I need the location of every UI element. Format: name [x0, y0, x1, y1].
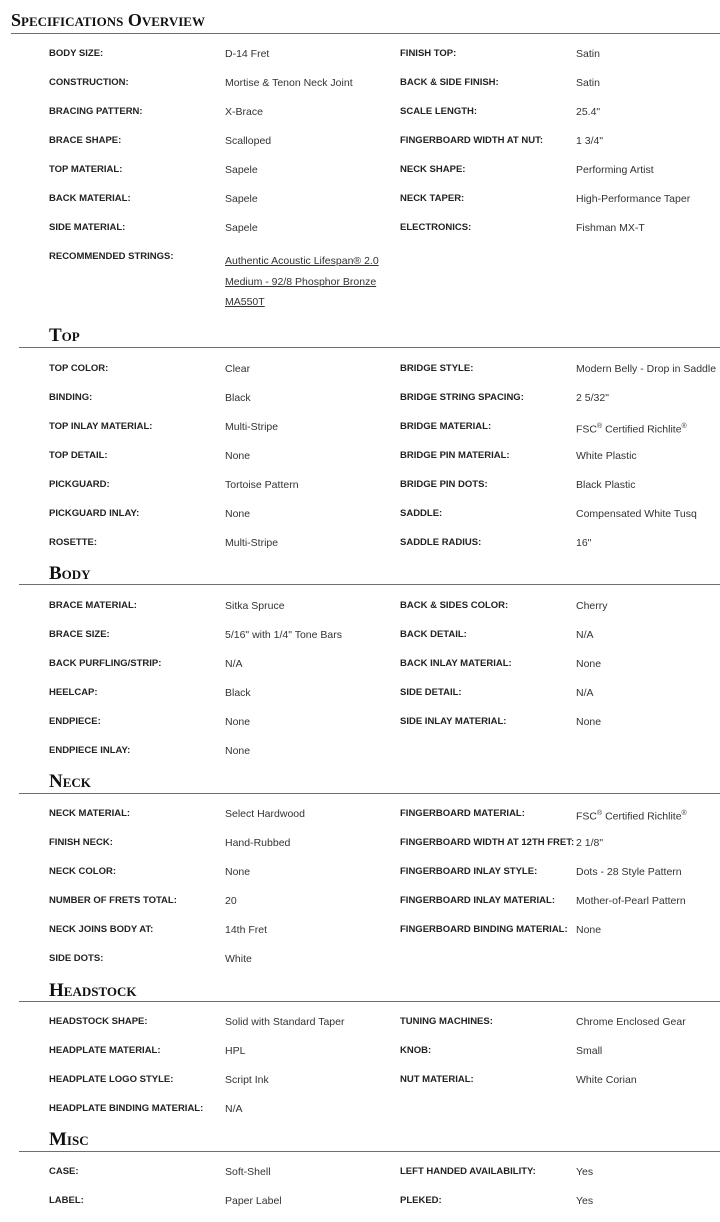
spec-value: None: [225, 450, 251, 462]
spec-value: Mortise & Tenon Neck Joint: [225, 77, 353, 89]
spec-row: [0, 1073, 720, 1093]
section-divider: [19, 1001, 720, 1002]
spec-row: [0, 76, 720, 96]
spec-label: LABEL:: [49, 1195, 84, 1206]
spec-row: [0, 221, 720, 241]
spec-label: LEFT HANDED AVAILABILITY:: [400, 1166, 536, 1177]
section-divider: [19, 1151, 720, 1152]
spec-value: High-Performance Taper: [576, 193, 691, 205]
spec-value: 16": [576, 537, 592, 549]
spec-label: SIDE DETAIL:: [400, 687, 462, 698]
spec-value: None: [225, 866, 251, 878]
spec-row: [0, 686, 720, 706]
spec-label: FINGERBOARD MATERIAL:: [400, 808, 525, 819]
spec-label: FINGERBOARD INLAY STYLE:: [400, 866, 538, 877]
spec-value: None: [225, 745, 251, 757]
link-line[interactable]: Medium - 92/8 Phosphor Bronze: [225, 275, 377, 288]
spec-value: FSC® Certified Richlite®: [576, 810, 687, 823]
spec-value: Solid with Standard Taper: [225, 1016, 345, 1028]
spec-value: Chrome Enclosed Gear: [576, 1016, 686, 1028]
spec-label: SADDLE RADIUS:: [400, 537, 482, 548]
spec-value: 2 5/32": [576, 392, 609, 404]
section-title-neck: Neck: [49, 771, 91, 792]
spec-row: [0, 163, 720, 183]
spec-label: NUMBER OF FRETS TOTAL:: [49, 895, 177, 906]
spec-label: BRIDGE PIN MATERIAL:: [400, 450, 510, 461]
spec-label: NECK MATERIAL:: [49, 808, 131, 819]
spec-value: Scalloped: [225, 135, 272, 147]
section-title-misc: Misc: [49, 1129, 89, 1150]
spec-label: BRACING PATTERN:: [49, 106, 143, 117]
spec-label: HEADPLATE LOGO STYLE:: [49, 1074, 174, 1085]
spec-row: [0, 628, 720, 648]
spec-row: [0, 865, 720, 885]
spec-value: 14th Fret: [225, 924, 268, 936]
spec-row: [0, 449, 720, 469]
spec-row: [0, 1165, 720, 1185]
spec-row: [0, 507, 720, 527]
section-title-overview: Specifications Overview: [11, 10, 205, 30]
spec-value: HPL: [225, 1045, 246, 1057]
spec-label: TOP DETAIL:: [49, 450, 108, 461]
spec-label: BRIDGE STYLE:: [400, 363, 474, 374]
spec-value: X-Brace: [225, 106, 263, 118]
spec-label: FINGERBOARD BINDING MATERIAL:: [400, 924, 568, 935]
link-line[interactable]: Authentic Acoustic Lifespan® 2.0: [225, 255, 379, 267]
spec-value: Small: [576, 1045, 603, 1057]
spec-row: [0, 715, 720, 735]
spec-value: Modern Belly - Drop in Saddle: [576, 363, 717, 375]
spec-label: NUT MATERIAL:: [400, 1074, 474, 1085]
spec-value: Yes: [576, 1166, 594, 1178]
spec-row: [0, 47, 720, 67]
spec-value: Fishman MX-T: [576, 222, 645, 234]
spec-value: 5/16" with 1/4" Tone Bars: [225, 629, 342, 641]
spec-label: SADDLE:: [400, 508, 443, 519]
spec-label: NECK COLOR:: [49, 866, 117, 877]
spec-value: Cherry: [576, 600, 608, 612]
spec-label: ENDPIECE:: [49, 716, 101, 727]
recommended-strings-link[interactable]: [225, 251, 385, 313]
spec-value: N/A: [576, 687, 594, 699]
spec-value: Black: [225, 687, 251, 699]
spec-row: [0, 744, 720, 764]
spec-row: [0, 1044, 720, 1064]
spec-label: FINISH NECK:: [49, 837, 113, 848]
spec-row: [0, 105, 720, 125]
spec-label: FINISH TOP:: [400, 48, 457, 59]
spec-row: [0, 192, 720, 212]
spec-value: None: [225, 508, 251, 520]
spec-value: None: [576, 658, 602, 670]
spec-label: BACK PURFLING/STRIP:: [49, 658, 162, 669]
section-divider: [19, 584, 720, 585]
spec-row: [0, 807, 720, 827]
spec-row: [0, 420, 720, 440]
spec-value: None: [576, 716, 602, 728]
spec-label: BRIDGE MATERIAL:: [400, 421, 492, 432]
spec-value: Dots - 28 Style Pattern: [576, 866, 682, 878]
spec-value: Multi-Stripe: [225, 537, 279, 549]
spec-label: BACK INLAY MATERIAL:: [400, 658, 512, 669]
spec-value: Select Hardwood: [225, 808, 305, 820]
spec-label: NECK TAPER:: [400, 193, 465, 204]
spec-value: Tortoise Pattern: [225, 479, 299, 491]
spec-value: Satin: [576, 77, 600, 89]
spec-label: BINDING:: [49, 392, 93, 403]
spec-value: Soft-Shell: [225, 1166, 271, 1178]
spec-label: BACK MATERIAL:: [49, 193, 131, 204]
spec-value: Script Ink: [225, 1074, 269, 1086]
spec-label: BACK & SIDES COLOR:: [400, 600, 509, 611]
spec-label: HEADPLATE BINDING MATERIAL:: [49, 1103, 204, 1114]
spec-value: Sapele: [225, 164, 258, 176]
spec-row: [0, 1015, 720, 1035]
spec-label: CONSTRUCTION:: [49, 77, 129, 88]
section-title-headstock: Headstock: [49, 980, 137, 1001]
spec-value: N/A: [225, 1103, 243, 1115]
spec-value: 2 1/8": [576, 837, 604, 849]
spec-value: 25.4": [576, 106, 601, 118]
spec-value: Sitka Spruce: [225, 600, 285, 612]
spec-value: N/A: [225, 658, 243, 670]
spec-label: BRACE SIZE:: [49, 629, 110, 640]
spec-label: CASE:: [49, 1166, 79, 1177]
spec-label: TOP INLAY MATERIAL:: [49, 421, 153, 432]
spec-label: BRACE MATERIAL:: [49, 600, 137, 611]
spec-value: 20: [225, 895, 237, 907]
spec-value: White Plastic: [576, 450, 637, 462]
spec-label: SCALE LENGTH:: [400, 106, 478, 117]
spec-value: Sapele: [225, 193, 258, 205]
spec-row: [0, 362, 720, 382]
spec-value: D-14 Fret: [225, 48, 270, 60]
spec-label: BACK & SIDE FINISH:: [400, 77, 499, 88]
spec-label: PICKGUARD:: [49, 479, 110, 490]
spec-label: FINGERBOARD WIDTH AT NUT:: [400, 135, 544, 146]
spec-row: [0, 134, 720, 154]
section-divider: [11, 33, 720, 34]
spec-label: BRIDGE PIN DOTS:: [400, 479, 488, 490]
spec-value: Compensated White Tusq: [576, 508, 697, 520]
spec-row: [0, 1194, 720, 1214]
spec-value: Yes: [576, 1195, 594, 1207]
spec-label: NECK SHAPE:: [400, 164, 466, 175]
section-divider: [19, 793, 720, 794]
spec-value: 1 3/4": [576, 135, 604, 147]
spec-label: FINGERBOARD WIDTH AT 12TH FRET:: [400, 837, 575, 848]
spec-value: Paper Label: [225, 1195, 282, 1207]
spec-label: NECK JOINS BODY AT:: [49, 924, 154, 935]
spec-row: [0, 536, 720, 556]
spec-row: [0, 1102, 720, 1122]
spec-label: ELECTRONICS:: [400, 222, 472, 233]
spec-label: TOP MATERIAL:: [49, 164, 123, 175]
spec-value: N/A: [576, 629, 594, 641]
spec-label: FINGERBOARD INLAY MATERIAL:: [400, 895, 555, 906]
spec-row: [0, 952, 720, 972]
spec-label: ENDPIECE INLAY:: [49, 745, 131, 756]
spec-value: FSC® Certified Richlite®: [576, 423, 687, 436]
spec-label: HEADPLATE MATERIAL:: [49, 1045, 161, 1056]
spec-value: Satin: [576, 48, 600, 60]
spec-label: PICKGUARD INLAY:: [49, 508, 140, 519]
spec-label: HEELCAP:: [49, 687, 98, 698]
spec-label: BODY SIZE:: [49, 48, 104, 59]
spec-label: SIDE DOTS:: [49, 953, 104, 964]
section-title-body: Body: [49, 563, 91, 584]
spec-label: SIDE INLAY MATERIAL:: [400, 716, 507, 727]
spec-label: BRACE SHAPE:: [49, 135, 122, 146]
spec-label: TOP COLOR:: [49, 363, 109, 374]
spec-label: PLEKED:: [400, 1195, 442, 1206]
spec-value: None: [225, 716, 251, 728]
spec-label: HEADSTOCK SHAPE:: [49, 1016, 148, 1027]
section-divider: [19, 347, 720, 348]
spec-label: BACK DETAIL:: [400, 629, 467, 640]
spec-row: [0, 894, 720, 914]
spec-value: Black: [225, 392, 251, 404]
spec-value: None: [576, 924, 602, 936]
spec-label: ROSETTE:: [49, 537, 98, 548]
spec-row: [0, 657, 720, 677]
spec-value: Sapele: [225, 222, 258, 234]
spec-row: [0, 923, 720, 943]
spec-value: White Corian: [576, 1074, 637, 1086]
spec-value: Black Plastic: [576, 479, 636, 491]
section-title-top: Top: [49, 325, 80, 346]
spec-row: [0, 599, 720, 619]
spec-value: White: [225, 953, 252, 965]
spec-value: Performing Artist: [576, 164, 654, 176]
spec-label: BRIDGE STRING SPACING:: [400, 392, 524, 403]
spec-row: [0, 478, 720, 498]
spec-row: [0, 391, 720, 411]
spec-value: Multi-Stripe: [225, 421, 279, 433]
spec-label: RECOMMENDED STRINGS:: [49, 251, 174, 262]
spec-value: Clear: [225, 363, 251, 375]
link-line[interactable]: MA550T: [225, 296, 265, 308]
spec-value: Hand-Rubbed: [225, 837, 291, 849]
spec-value: Mother-of-Pearl Pattern: [576, 895, 686, 907]
spec-label: SIDE MATERIAL:: [49, 222, 126, 233]
spec-label: KNOB:: [400, 1045, 432, 1056]
spec-row: [0, 836, 720, 856]
spec-label: TUNING MACHINES:: [400, 1016, 493, 1027]
